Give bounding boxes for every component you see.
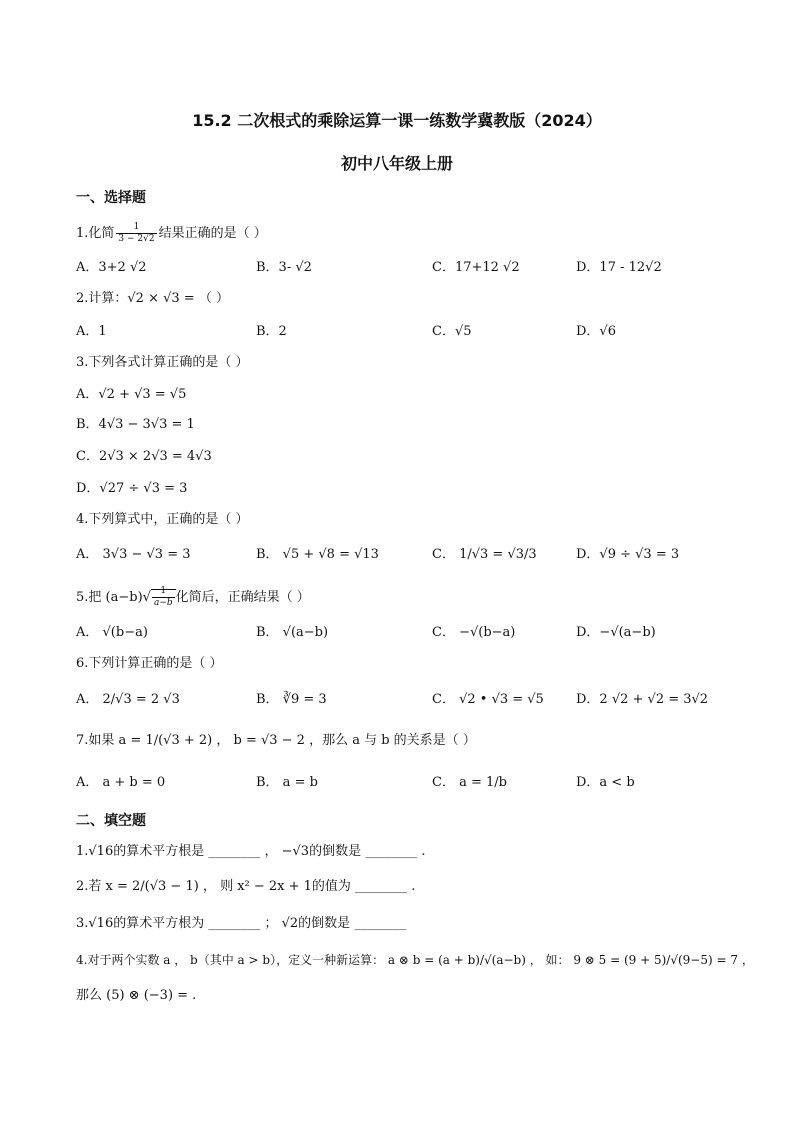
q1-fraction (116, 222, 156, 245)
q3-option-b[interactable]: B．4√3 − 3√3 = 1 (76, 417, 195, 432)
q1-suffix: 结果正确的是（ ） (158, 226, 267, 241)
page-subtitle: 初中八年级上册 (340, 154, 453, 173)
q1-option-a[interactable]: A．3+2 √2 (76, 260, 147, 275)
q1-prefix: 1.化简 (76, 226, 115, 241)
question-3: 3.下列各式计算正确的是（ ） (76, 355, 249, 370)
q7-option-c[interactable]: C． a = 1/b (432, 775, 507, 790)
q2-option-a[interactable]: A．1 (76, 324, 107, 339)
q2-option-c[interactable]: C．√5 (432, 324, 472, 339)
q5-option-a[interactable]: A． √(b−a) (76, 625, 148, 640)
fill-question-4-line-1: 4.对于两个实数 a ， b（其中 a > b），定义一种新运算： a ⊗ b = (a + b)/√(a−b) ， 如： 9 ⊗ 5 = (9 + 5)/√(9−5) = 7 ， (76, 953, 754, 967)
q3-option-d[interactable]: D．√27 ÷ √3 = 3 (76, 481, 188, 496)
q4-option-a[interactable]: A． 3√3 − √3 = 3 (76, 547, 191, 562)
page-title: 15.2 二次根式的乘除运算一课一练数学冀教版（2024） (192, 111, 602, 130)
q5-radical: √ $\frac{1}{a-b}$ (143, 586, 176, 609)
section-heading-choice: 一、选择题 (76, 190, 146, 206)
q2-option-d[interactable]: D．√6 (576, 324, 616, 339)
q7-option-d[interactable]: D．a < b (576, 775, 635, 790)
q1-option-c[interactable]: C．17+12 √2 (432, 260, 520, 275)
question-4: 4.下列算式中，正确的是（ ） (76, 512, 249, 527)
q6-option-d[interactable]: D．2 √2 + √2 = 3√2 (576, 692, 709, 707)
section-heading-fill: 二、填空题 (76, 813, 146, 829)
fill-question-1: 1.√16的算术平方根是 ________ ， −√3的倒数是 ________ . (76, 844, 426, 859)
q6-option-c[interactable]: C． √2 • √3 = √5 (432, 692, 544, 707)
q5-suffix: 化简后，正确结果（ ） (175, 590, 310, 605)
fill-question-4-line-2: 那么 (5) ⊗ (−3) = . (76, 988, 197, 1003)
q1-frac-num: 1 (116, 222, 156, 234)
question-7: 7.如果 a = 1/(√3 + 2) ， b = √3 − 2 ，那么 a 与 b 的关系是（ ） (76, 733, 476, 748)
q6-option-a[interactable]: A． 2/√3 = 2 √3 (76, 692, 180, 707)
q3-option-a[interactable]: A．√2 + √3 = √5 (76, 387, 187, 402)
fill-question-3: 3.√16的算术平方根为 ________ ； √2的倒数是 ________ (76, 916, 407, 931)
q2-option-b[interactable]: B．2 (256, 324, 287, 339)
q3-option-c[interactable]: C．2√3 × 2√3 = 4√3 (76, 449, 212, 464)
q7-option-b[interactable]: B． a = b (256, 775, 318, 790)
q5-option-c[interactable]: C． −√(b−a) (432, 625, 516, 640)
q1-option-b[interactable]: B．3- √2 (256, 260, 312, 275)
q4-option-c[interactable]: C． 1/√3 = √3/3 (432, 547, 537, 562)
q4-option-d[interactable]: D．√9 ÷ √3 = 3 (576, 547, 680, 562)
q6-option-b[interactable]: B． ∛9 = 3 (256, 692, 327, 707)
q7-option-a[interactable]: A． a + b = 0 (76, 775, 166, 790)
q1-frac-den: 3 − 2√2 (118, 234, 155, 244)
question-6: 6.下列计算正确的是（ ） (76, 656, 223, 671)
question-2: 2.计算：√2 × √3 = （ ） (76, 291, 229, 306)
q1-option-d[interactable]: D．17 - 12√2 (576, 260, 662, 275)
q5-option-b[interactable]: B． √(a−b) (256, 625, 329, 640)
q5-prefix: 5.把 (a−b) (76, 590, 143, 605)
q4-option-b[interactable]: B． √5 + √8 = √13 (256, 547, 379, 562)
q5-option-d[interactable]: D．−√(a−b) (576, 625, 656, 640)
question-1 (76, 222, 267, 245)
fill-question-2: 2.若 x = 2/(√3 − 1) ， 则 x² − 2x + 1的值为 ________ . (76, 879, 416, 894)
question-5 (76, 586, 310, 609)
